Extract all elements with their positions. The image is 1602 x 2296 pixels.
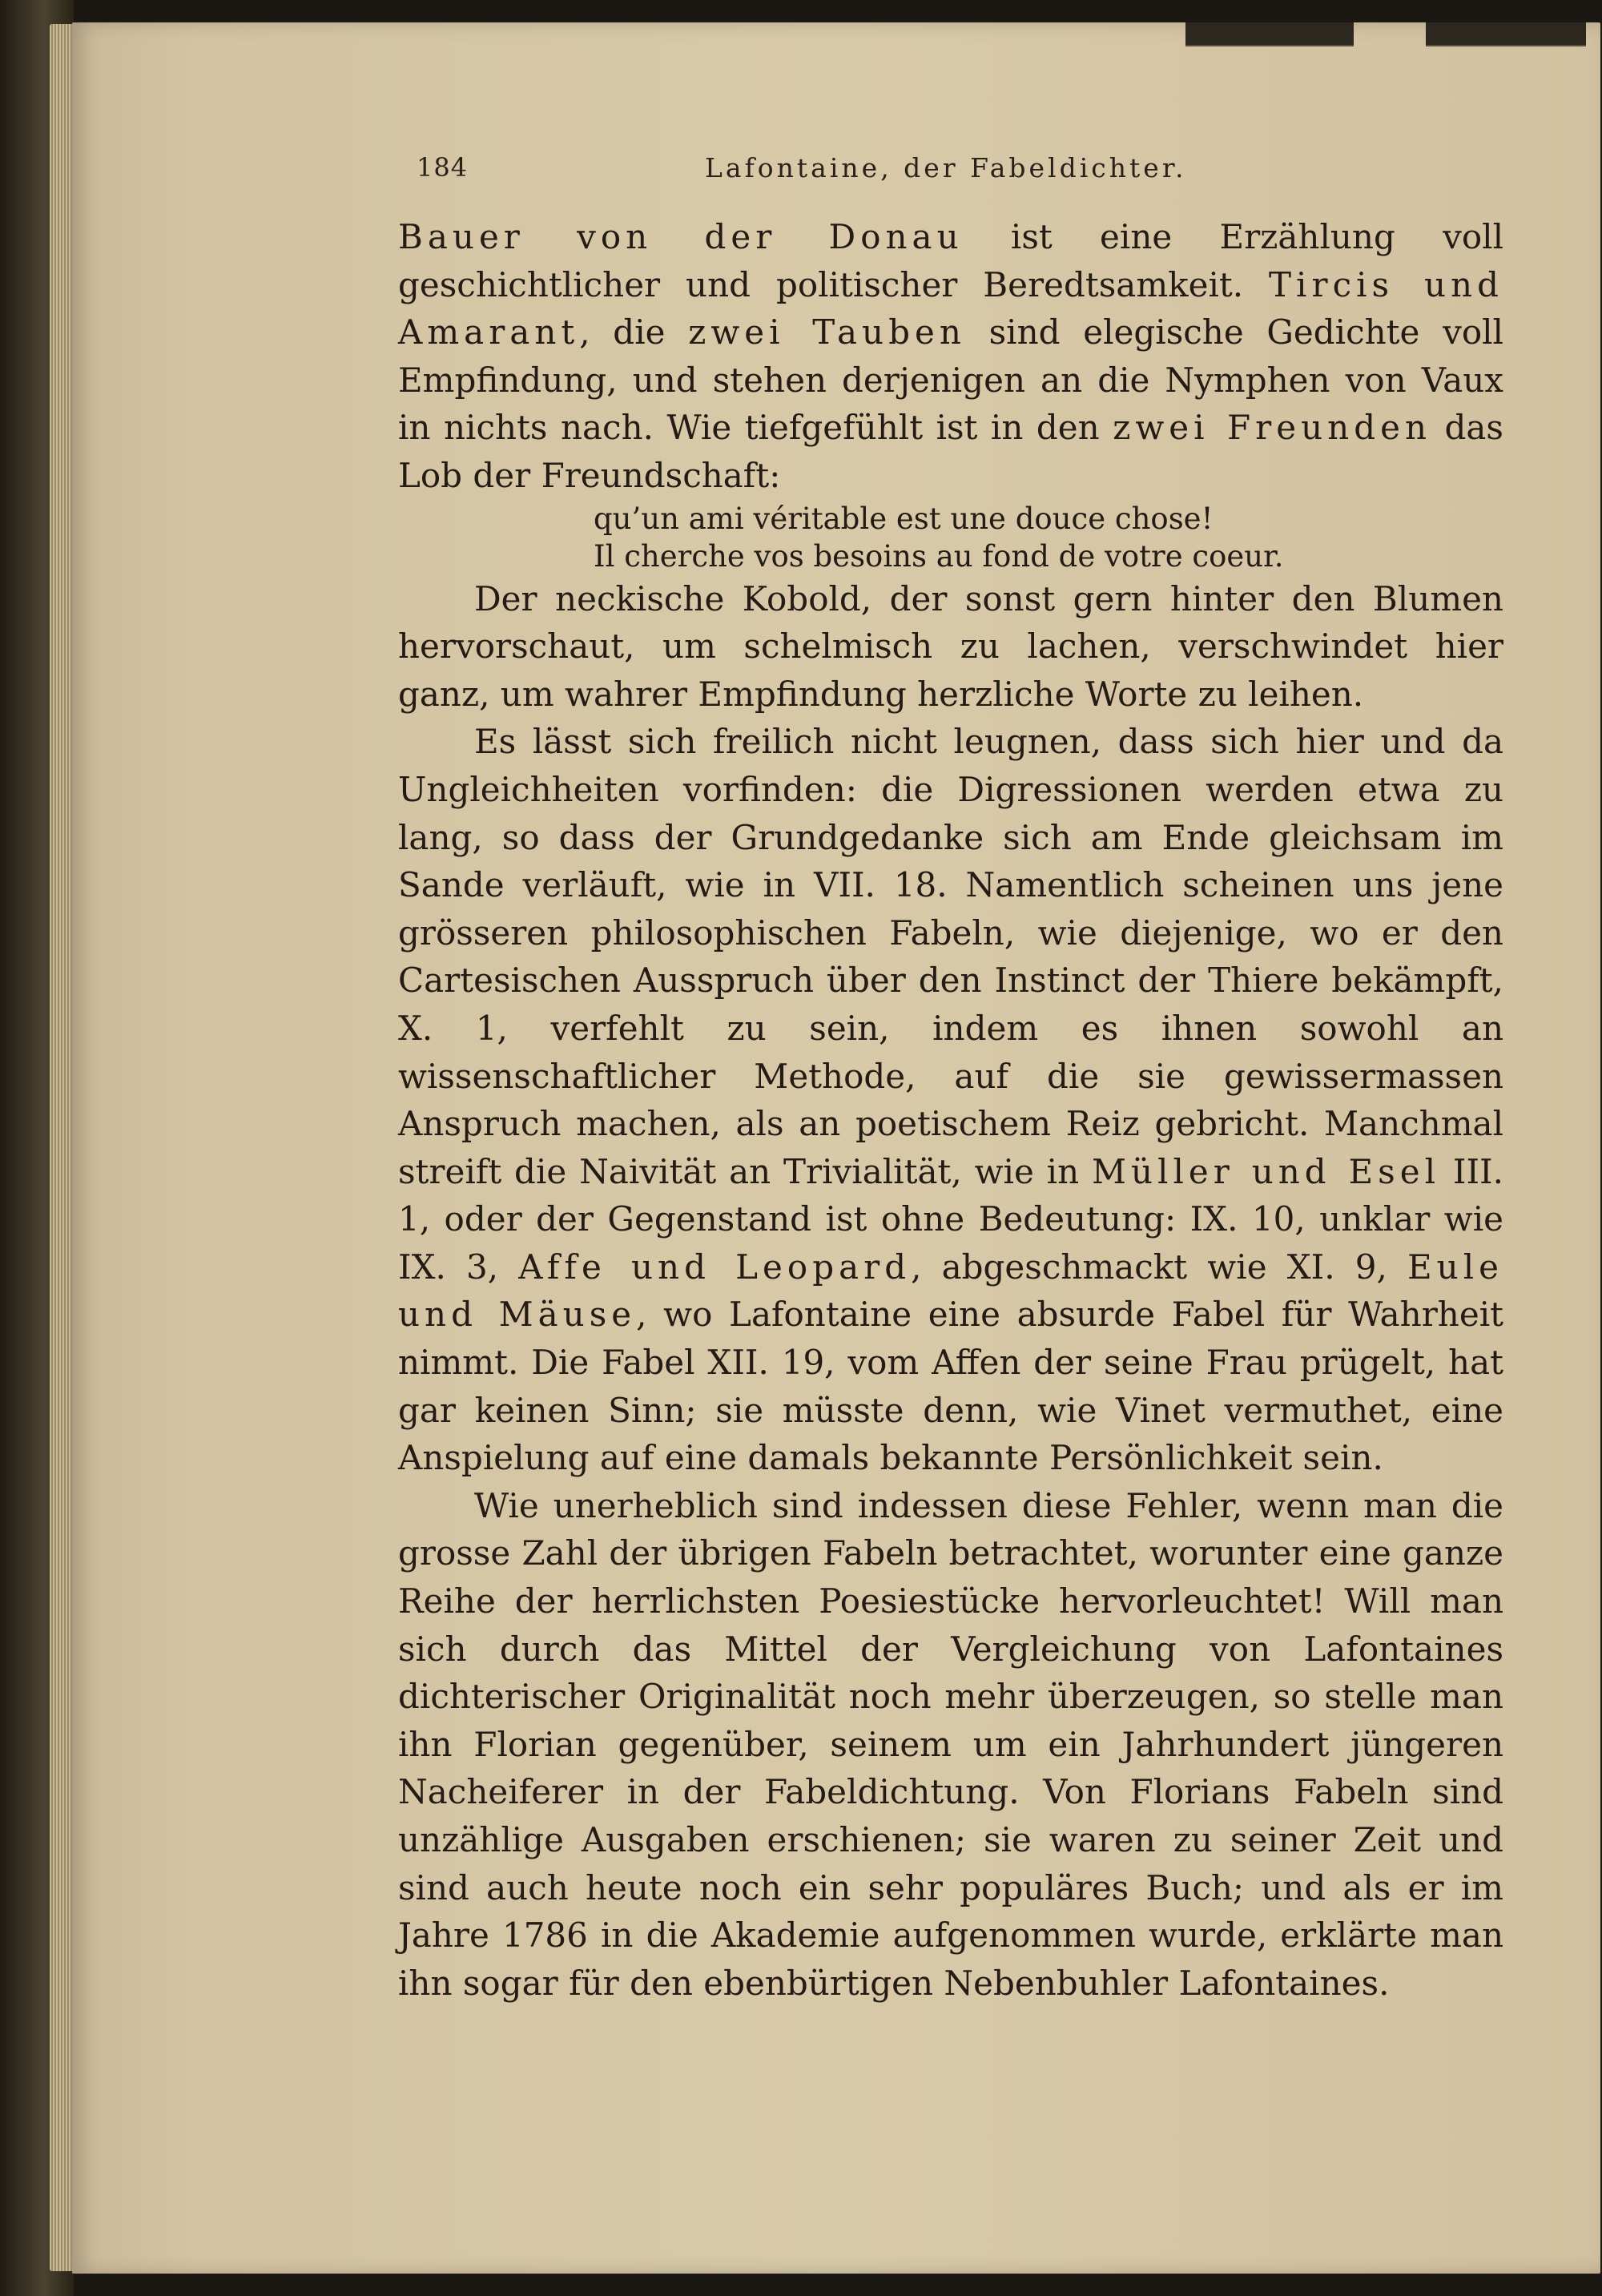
- spaced-title: Eule und Mäuse: [398, 1247, 1503, 1335]
- spaced-title: Müller und Esel: [1092, 1151, 1441, 1191]
- paragraph: Der neckische Kobold, der sonst gern hinter den Blumen hervorschaut, um schelmisch zu lachen, verschwindet hier ganz, um wahrer Empfindung herzliche Worte zu leihen.: [398, 578, 1503, 714]
- spaced-title: Affe und Leopard: [518, 1247, 912, 1287]
- top-clip: [1185, 22, 1354, 46]
- text-run: , abgeschmackt wie XI. 9,: [911, 1247, 1407, 1287]
- verse-quote: [398, 500, 1503, 575]
- quote-line: qu’un ami véritable est une douce chose!: [594, 501, 1214, 536]
- spaced-title: zwei Freunden: [1113, 408, 1432, 448]
- body-text: [398, 213, 1503, 2007]
- spaced-title: Tircis und Amarant: [398, 264, 1503, 352]
- spaced-title: zwei Tauben: [688, 312, 966, 352]
- spaced-title: Bauer von der Donau: [398, 217, 964, 256]
- text-run: Es lässt sich freilich nicht leugnen, dass sich hier und da Ungleichheiten vorfinden: die Digressionen werden etwa zu lang, so dass der Grundgedanke sich am Ende gleichsam im Sande verläuft, wie in VII. 18. Namentlich scheinen uns jene grösseren philosophischen Fabeln, wie diejenige, wo er den Cartesischen Ausspruch über den Instinct der Thiere bekämpft, X. 1, verfehlt zu sein, indem es ihnen sowohl an wissenschaftlicher Methode, auf die sie gewissermassen Anspruch machen, als an poetischem Reiz gebricht. Manchmal streift die Naivität an Trivialität, wie in: [398, 722, 1503, 1191]
- paragraph: [398, 213, 1503, 500]
- page-number: 184: [417, 152, 469, 183]
- text-run: das Lob der Freundschaft:: [398, 408, 1503, 495]
- quote-line: Il cherche vos besoins au fond de votre coeur.: [594, 538, 1284, 574]
- running-title: Lafontaine, der Fabeldichter.: [705, 152, 1187, 183]
- paragraph: [398, 718, 1503, 1482]
- page-header: [417, 152, 1514, 192]
- top-clip: [1426, 22, 1586, 46]
- text-run: ist eine Erzählung voll geschichtlicher und politischer Beredtsamkeit.: [398, 217, 1504, 304]
- text-run: , wo Lafontaine eine absurde Fabel für Wahrheit nimmt. Die Fabel XII. 19, vom Affen der seine Frau prügelt, hat gar keinen Sinn; sie müsste denn, wie Vinet vermuthet, eine Anspielung auf eine damals bekannte Persönlichkeit sein.: [398, 1295, 1504, 1478]
- paragraph: Wie unerheblich sind indessen diese Fehler, wenn man die grosse Zahl der übrigen Fabeln betrachtet, worunter eine ganze Reihe der herrlichsten Poesiestücke hervorleuchtet! Will man sich durch das Mittel der Vergleichung von Lafontaines dichterischer Originalität noch mehr überzeugen, so stelle man ihn Florian gegenüber, seinem um ein Jahrhundert jüngeren Nacheiferer in der Fabeldichtung. Von Florians Fabeln sind unzählige Ausgaben erschienen; sie waren zu seiner Zeit und sind auch heute noch ein sehr populäres Buch; und als er im Jahre 1786 in die Akademie aufgenommen wurde, erklärte man ihn sogar für den ebenbürtigen Nebenbuhler Lafontaines.: [398, 1485, 1503, 2003]
- text-run: sind elegische Gedichte voll Empfindung, und stehen derjenigen an die Nymphen von Vaux in nichts nach. Wie tiefgefühlt ist in den: [398, 312, 1503, 448]
- text-run: III. 1, oder der Gegenstand ist ohne Bedeutung: IX. 10, unklar wie IX. 3,: [398, 1151, 1503, 1287]
- text-run: , die: [579, 312, 689, 352]
